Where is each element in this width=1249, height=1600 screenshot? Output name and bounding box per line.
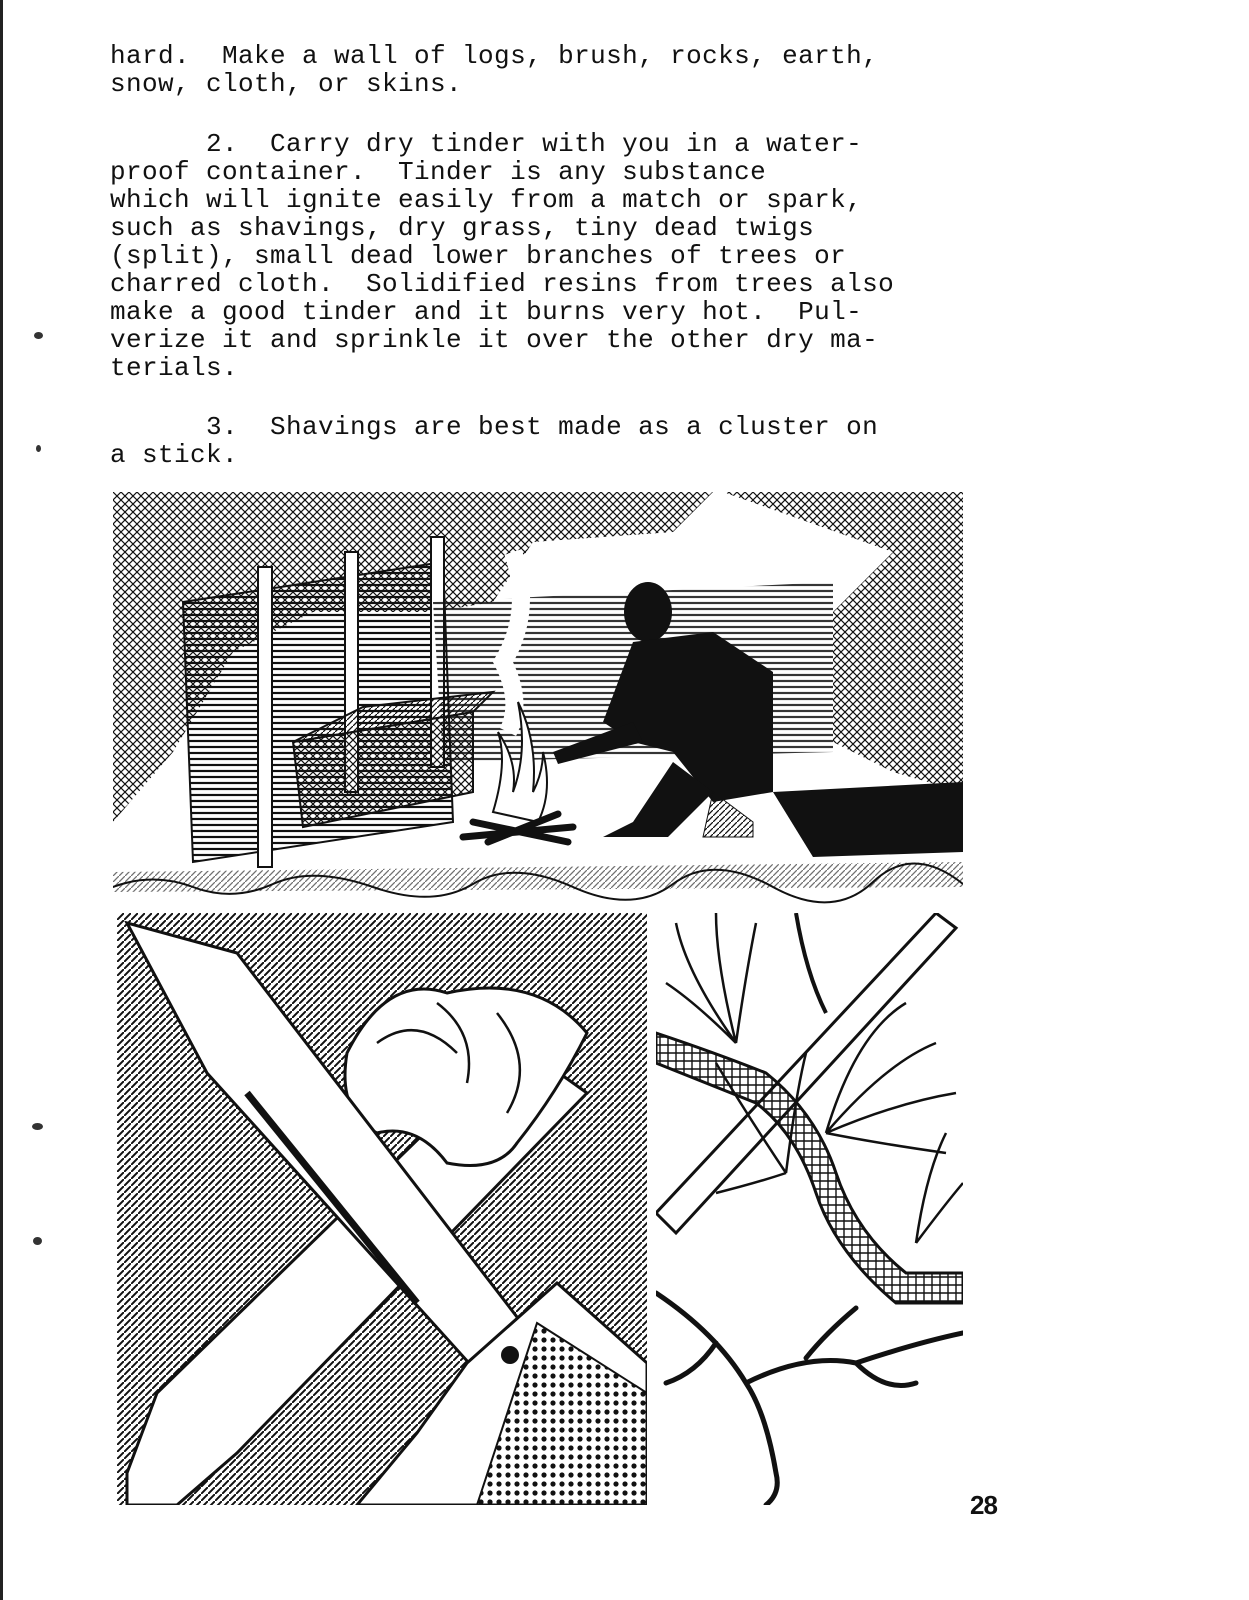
scan-speck [34,332,43,339]
dead-branches-illustration [656,913,963,1505]
scan-speck [36,445,41,452]
campfire-illustration [113,492,963,907]
paragraph-tinder: 2. Carry dry tinder with you in a water- proof container. Tinder is any substance which will ignite easily from a match or spark, such as shavings, dry grass, tiny dead twigs (split), small dead lower branches of trees or charred cloth. Solidified resins from trees also make a good tinder and it burns very hot. Pul- verize it and sprinkle it over the other dry ma- terials. [110,129,895,383]
knife-shavings-illustration [117,913,647,1505]
paragraph-wall: hard. Make a wall of logs, brush, rocks, earth, snow, cloth, or skins. [110,41,879,99]
page-number: 28 [970,1490,997,1520]
scan-speck [33,1237,42,1245]
scan-speck [32,1123,43,1130]
scan-edge-line [0,0,3,1600]
paragraph-shavings: 3. Shavings are best made as a cluster on a stick. [110,412,879,470]
